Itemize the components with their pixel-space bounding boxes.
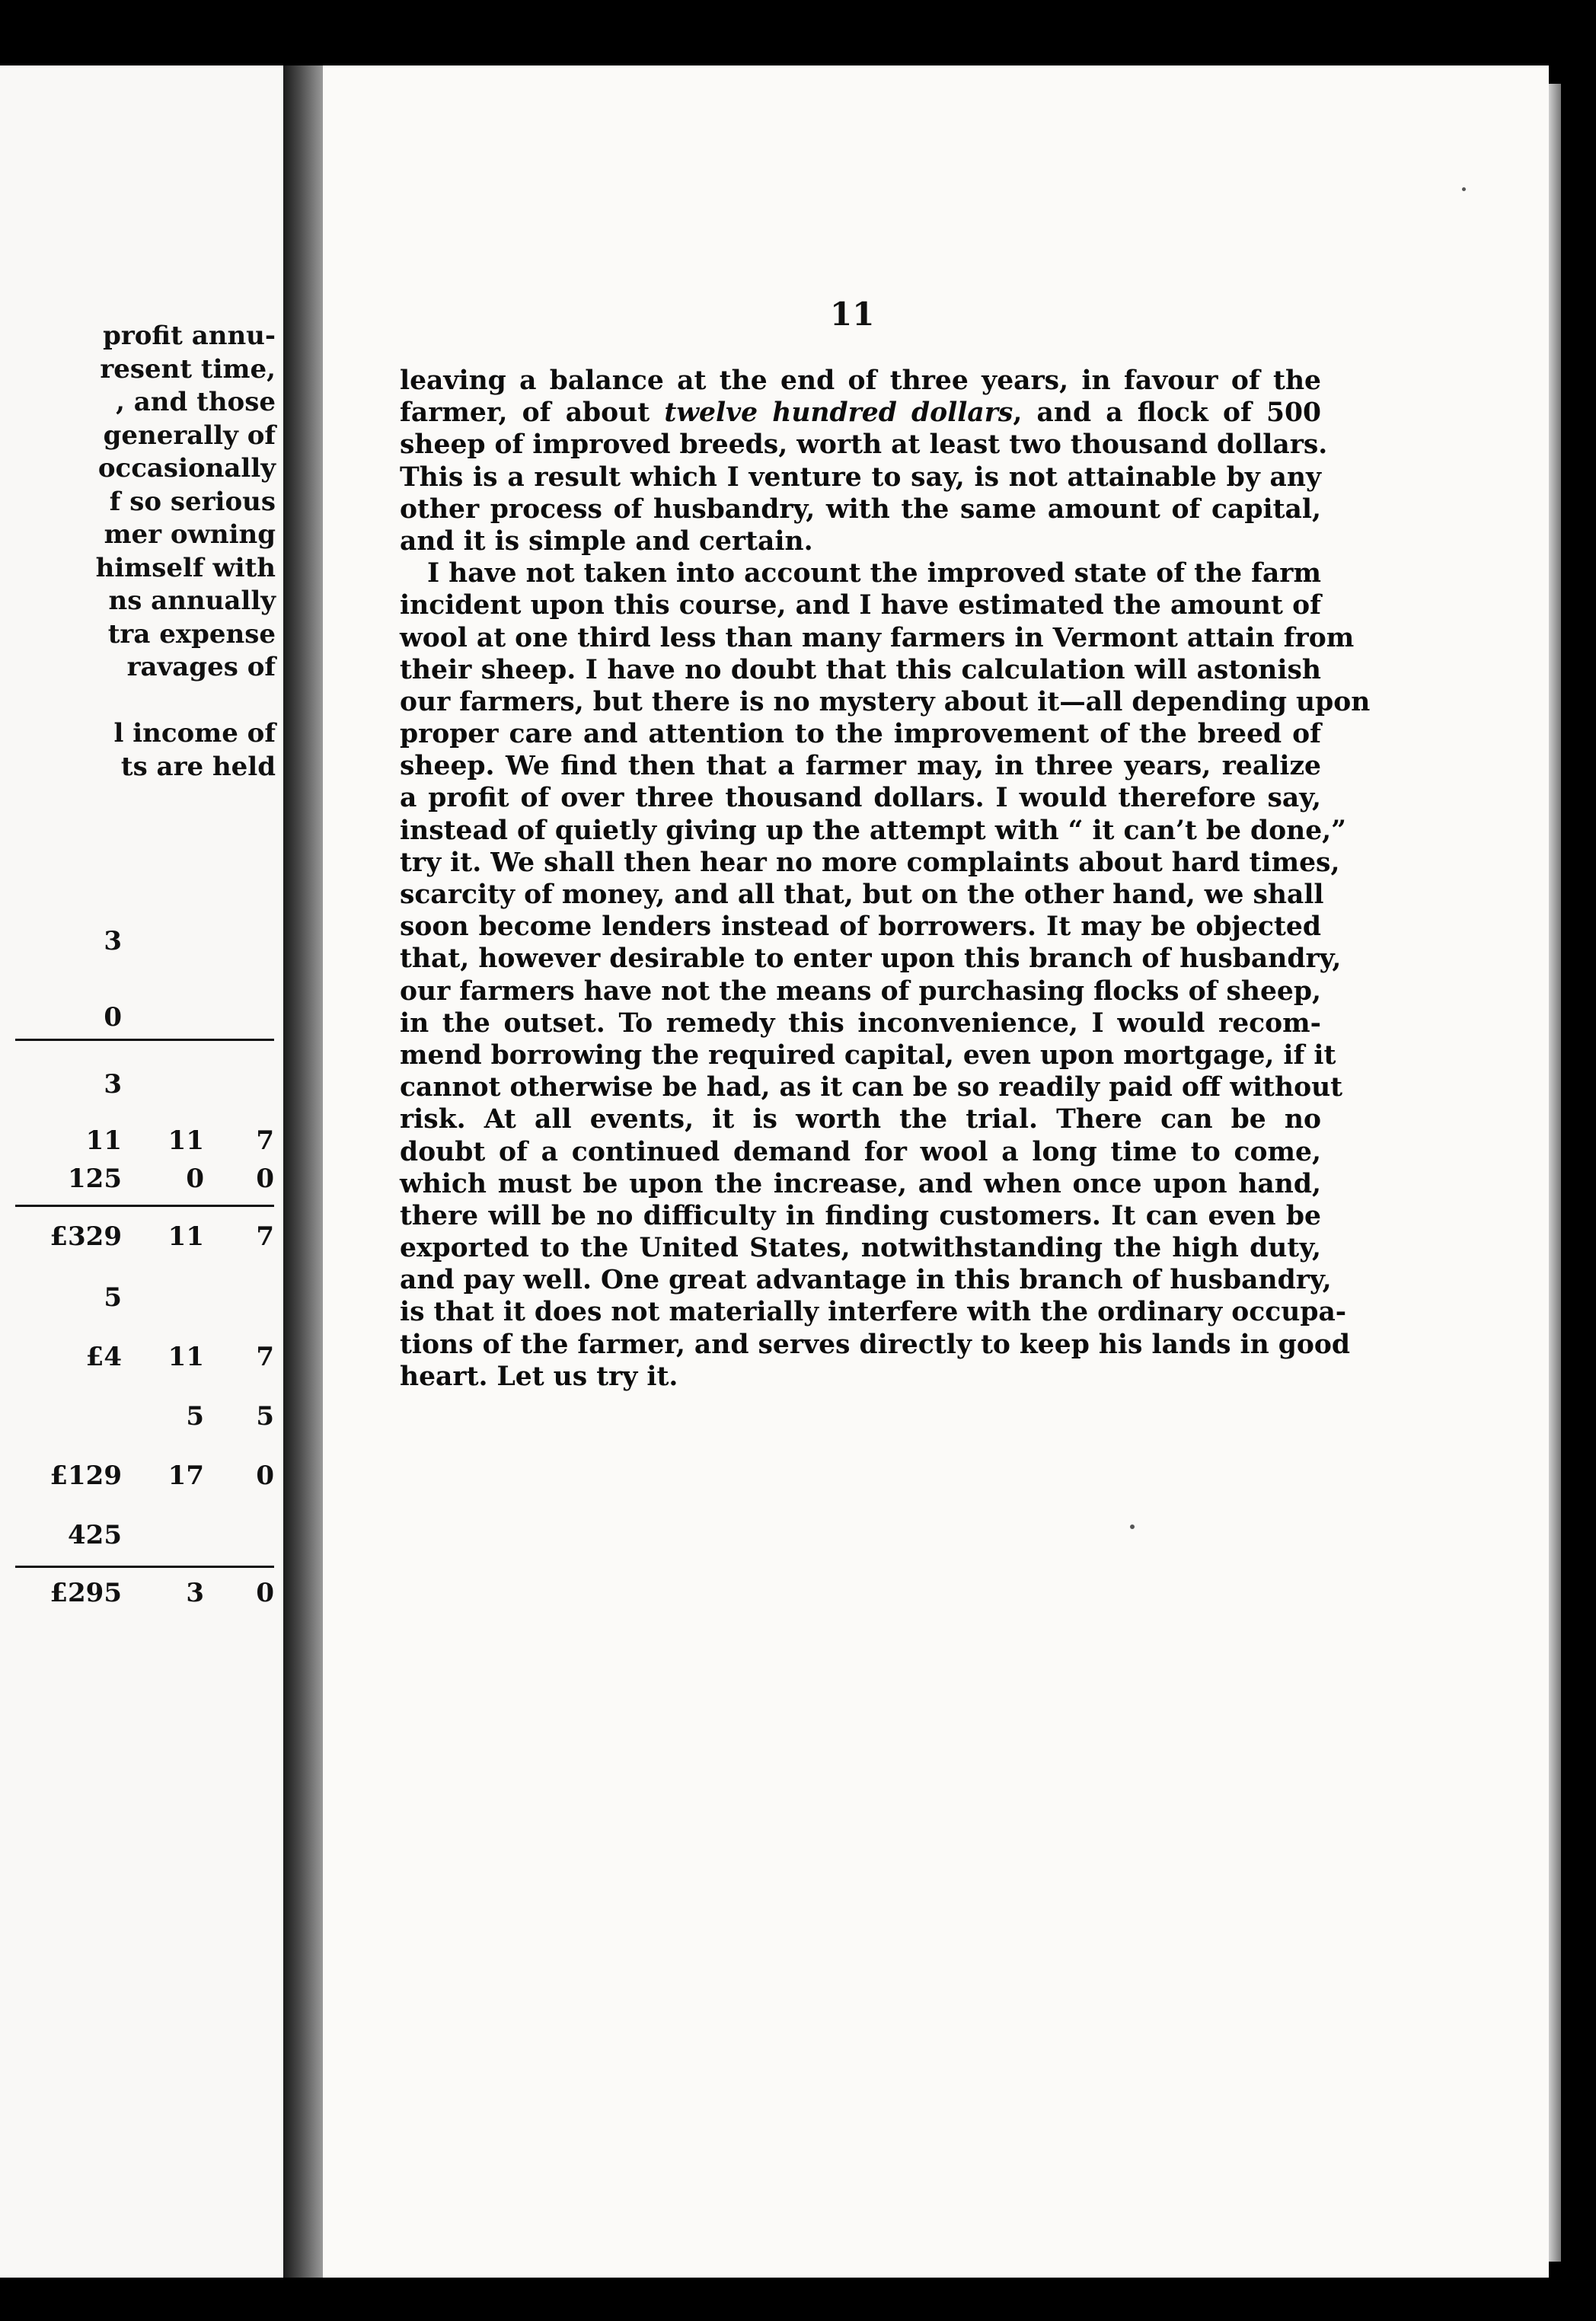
left-text-line: l income of [113,718,276,749]
body-line: tions of the farmer, and serves directly to keep his lands in good [400,1329,1351,1360]
body-line: leaving a balance at the end of three years, in favour of the [400,366,1321,396]
ledger-cell: 125 [68,1164,122,1194]
body-line: and pay well. One great advantage in this branch of husbandry, [400,1265,1332,1296]
ledger-cell: 0 [256,1461,274,1491]
ledger-cell: 0 [104,1002,122,1033]
body-line: This is a result which I venture to say, is not attainable by any [400,461,1321,493]
ledger-cell: 17 [168,1461,204,1491]
body-line: soon become lenders instead of borrowers. It may be objected [400,911,1321,943]
body-line: and it is simple and certain. [400,525,813,557]
body-line: sheep. We find then that a farmer may, in three years, realize [400,751,1321,782]
left-text-line [2,685,276,718]
page-number: 11 [830,295,875,333]
left-text-line: resent time, [100,353,276,385]
scan-speck [1130,1524,1135,1529]
body-line: that, however desirable to enter upon this branch of husbandry, [400,943,1342,975]
body-line: scarcity of money, and all that, but on the other hand, we shall [400,880,1324,910]
left-text-line: mer owning [104,519,276,550]
body-line: sheep of improved breeds, worth at least two thousand dollars. [400,429,1328,461]
left-text-line: occasionally [97,453,276,484]
page-edge [1549,84,1561,2262]
ledger-cell: 3 [186,1578,204,1608]
body-line: wool at one third less than many farmers in Vermont attain from [400,622,1355,653]
body-line: risk. At all events, it is worth the trial. There can be no [400,1104,1321,1135]
ledger-cell: 7 [256,1221,274,1252]
body-line: doubt of a continued demand for wool a long time to come, [400,1136,1321,1167]
body-line: proper care and attention to the improvement of the breed of [400,719,1321,750]
ledger-row [0,1520,274,1553]
body-line: I have not taken into account the improved state of the farm [427,558,1321,589]
ledger-cell: 5 [104,1282,122,1313]
ledger-cell: £4 [85,1342,122,1372]
body-line: incident upon this course, and I have estimated the amount of [400,590,1321,621]
body-line: heart. Let us try it. [400,1361,678,1392]
ledger-row [0,926,274,959]
ledger-cell: 7 [256,1125,274,1156]
ledger-rule [15,1205,274,1207]
body-line: other process of husbandry, with the same amount of capital, [400,493,1321,525]
ledger-cell: £295 [49,1578,122,1608]
body-line: which must be upon the increase, and when once upon hand, [400,1168,1321,1199]
ledger-cell: 425 [68,1520,122,1550]
ledger-cell: 3 [104,1069,122,1100]
ledger-row [0,1221,274,1255]
ledger-rule [15,1566,274,1568]
left-text-line: f so serious [109,486,276,517]
body-line: there will be no difficulty in finding customers. It can even be [400,1200,1321,1231]
ledger-row [0,1164,274,1197]
ledger-row [0,1342,274,1375]
ledger-row [0,1461,274,1494]
ledger-row [0,1578,274,1611]
book-gutter [283,65,323,2278]
ledger-cell: 11 [168,1342,204,1372]
body-line: in the outset. To remedy this inconvenience, I would recom- [400,1007,1321,1039]
ledger-cell: 3 [104,926,122,956]
left-text-line: himself with [95,552,276,583]
ledger-row [0,1125,274,1159]
ledger-cell: 0 [256,1164,274,1194]
left-page-fragment [0,65,283,2278]
ledger-cell: 11 [85,1125,122,1156]
ledger-cell: 11 [168,1221,204,1252]
ledger-cell: 0 [256,1578,274,1608]
ledger-rule [15,1039,274,1041]
body-line: try it. We shall then hear no more complaints about hard times, [400,847,1340,878]
body-line: mend borrowing the required capital, even upon mortgage, if it [400,1039,1336,1071]
left-text-line: ns annually [108,586,276,616]
left-page-text [2,320,276,784]
scan-speck [1462,187,1466,191]
body-line: their sheep. I have no doubt that this calculation will astonish [400,654,1321,685]
body-line: exported to the United States, notwithstanding the high duty, [400,1233,1321,1264]
ledger-row [0,1002,274,1036]
ledger-cell: £129 [49,1461,122,1491]
ledger-row [0,1401,274,1435]
left-text-line: ts are held [120,751,276,782]
left-text-line: ravages of [126,652,276,682]
left-text-line: generally of [103,420,276,451]
ledger-row [0,1282,274,1316]
body-line: our farmers, but there is no mystery about it—all depending upon [400,686,1371,717]
ledger-cell: 11 [168,1125,204,1156]
ledger-cell: £329 [49,1221,122,1252]
body-line: instead of quietly giving up the attempt with “ it can’t be done,” [400,815,1347,846]
body-line: farmer, of about twelve hundred dollars, and a flock of 500 [400,397,1321,429]
left-text-line: profit annu- [103,321,276,351]
left-text-line: , and those [116,387,276,417]
body-text [400,365,1371,1393]
ledger-row [0,1069,274,1103]
ledger-cell: 7 [256,1342,274,1372]
body-line: our farmers have not the means of purchasing flocks of sheep, [400,975,1321,1007]
ledger-cell: 5 [186,1401,204,1432]
ledger-cell: 0 [186,1164,204,1194]
body-line: cannot otherwise be had, as it can be so readily paid off without [400,1072,1343,1103]
ledger-cell: 5 [256,1401,274,1432]
left-text-line: tra expense [107,618,276,650]
body-line: a profit of over three thousand dollars. I would therefore say, [400,783,1321,814]
body-line: is that it does not materially interfere with the ordinary occupa- [400,1297,1347,1328]
right-page [323,65,1549,2278]
